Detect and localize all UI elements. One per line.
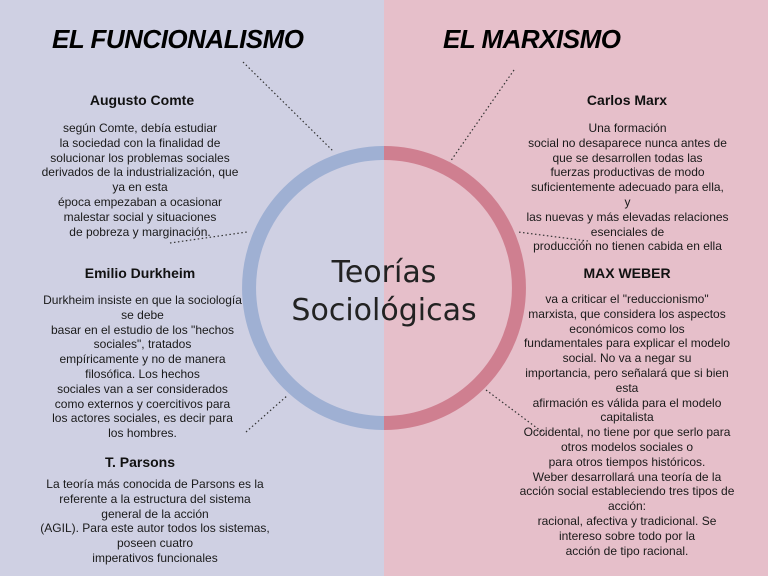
comte-text: según Comte, debía estudiar la sociedad con la finalidad de solucionar los problemas sociales derivados de la industrialización, que ya en esta época empezaban a ocasionar malestar social y situaciones de pobreza y marginación.	[41, 121, 239, 239]
parsons-text: La teoría más conocida de Parsons es la referente a la estructura del sistema general de la acción (AGIL). Para este autor todos los sistemas, poseen cuatro imperativos funcionales	[40, 477, 270, 565]
durkheim-name: Emilio Durkheim	[84, 265, 196, 281]
parsons-name: T. Parsons	[104, 454, 176, 470]
durkheim-text: Durkheim insiste en que la sociología se debe basar en el estudio de los "hechos sociales", tratados empíricamente y no de manera filosófica. Los hechos sociales van a ser considerados como externos y coercitivos para los actores sociales, es decir para los hombres.	[43, 293, 242, 441]
weber-text: va a criticar el "reduccionismo" marxista, que considera los aspectos económicos como los fundamentales para explicar el modelo social. No va a negar su importancia, pero señalará que si bien esta afirmación es válida para el modelo capitalista Occidental, no tiene por que serlo para otros modelos sociales o para otros tiempos históricos. Weber desarrollará una teoría de la acción social estableciendo tres tipos de acción: racional, afectiva y tradicional. Se intereso sobre todo por la acción de tipo racional.	[519, 292, 735, 558]
center-title: Teorías Sociológicas	[291, 255, 477, 328]
marx-text: Una formación social no desaparece nunca antes de que se desarrollen todas las fuerzas productivas de modo suficientemente adecuado para ella, y las nuevas y más elevadas relaciones esenciales de producción no tienen cabida en ella	[526, 121, 729, 254]
funcionalismo-heading: EL FUNCIONALISMO	[52, 24, 304, 54]
marx-name: Carlos Marx	[586, 92, 668, 108]
comte-name: Augusto Comte	[89, 92, 195, 108]
weber-name: MAX WEBER	[583, 265, 671, 281]
marxismo-heading: EL MARXISMO	[443, 24, 621, 54]
